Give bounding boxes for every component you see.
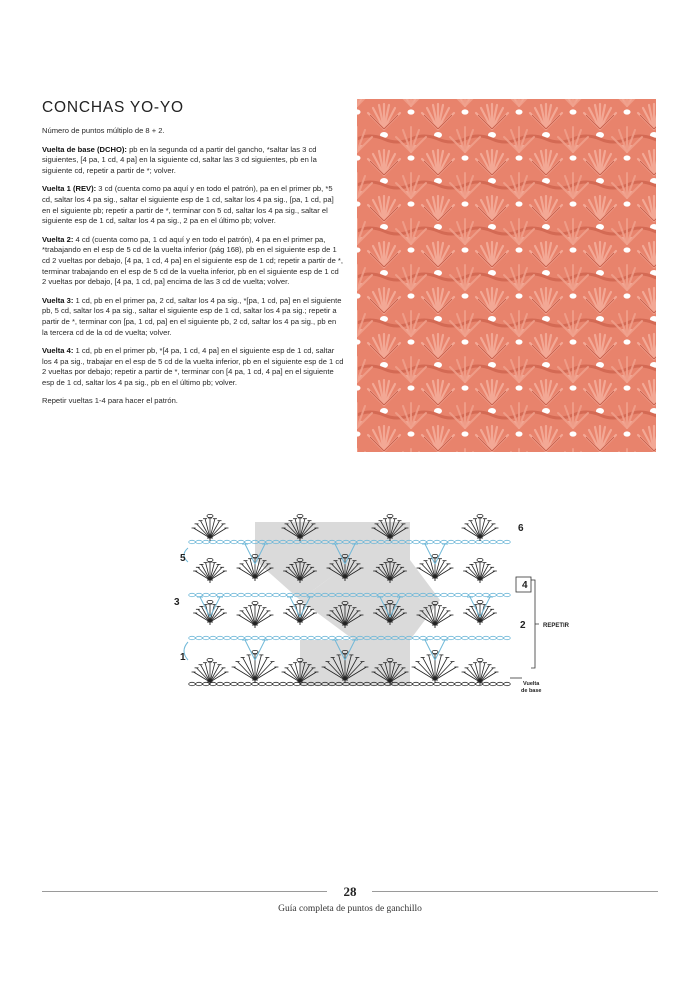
page-title: CONCHAS YO-YO [42,99,184,116]
page-number: 28 [343,884,357,899]
chain-stitch [420,636,427,639]
chain-stitch [203,682,210,685]
chain-stitch [413,540,420,543]
chain-stitch [266,593,273,596]
shell-stitch [463,600,497,625]
chain-stitch [231,593,238,596]
chain-stitch [297,600,303,603]
row-instruction [42,346,344,388]
chain-stitch [252,593,259,596]
chain-stitch [469,593,476,596]
chain-stitch [329,636,336,639]
chain-stitch [259,682,266,685]
chain-stitch [280,593,287,596]
shell-stitch [232,650,279,683]
chain-stitch [189,682,196,685]
base-row-label: Vuelta [523,681,540,687]
chain-stitch [420,682,427,685]
chain-stitch [434,636,441,639]
chain-stitch [207,658,213,661]
chain-stitch [210,593,217,596]
chain-stitch [432,554,438,557]
row-number-2: 2 [520,620,526,631]
row-number-6: 6 [518,523,524,534]
chain-stitch [483,540,490,543]
stitch-chart-svg [170,500,570,700]
shell-stitch [237,601,274,628]
shell-stitch [412,650,459,683]
row-text: 3 cd (cuenta como pa aquí y en todo el patrón), pa en el primer pb, *5 cd, saltar los 4 pa sig., saltar el siguiente esp de 1 cd, saltar los 4 pa sig., [pa, 1 cd, pa] en el siguiente pb; repetir a partir de *, terminar con 5 cd, saltar los 4 pa sig., saltar el siguiente esp de 1 cd, saltar los 4 pa sig., 2 pa en el último pb; volver. [42,184,334,226]
chain-stitch [273,593,280,596]
chain-stitch [455,593,462,596]
shell-stitch [192,514,229,541]
row-label: Vuelta 4: [42,346,74,356]
chain-stitch [287,636,294,639]
chain-stitch [455,540,462,543]
chain-stitch [287,593,294,596]
chain-stitch [238,636,245,639]
chain-stitch [448,682,455,685]
chain-stitch [455,682,462,685]
chain-stitch [483,636,490,639]
chain-stitch [432,650,438,653]
chain-stitch [448,636,455,639]
chain-stitch [245,636,252,639]
chain-stitch [441,593,448,596]
chain-stitch [490,593,497,596]
chain-stitch [217,540,224,543]
double-crochet [245,640,255,660]
chain-stitch [297,514,303,517]
chain-stitch [469,636,476,639]
chain-stitch [231,636,238,639]
chain-stitch [483,682,490,685]
chain-stitch [280,682,287,685]
chain-stitch [266,682,273,685]
chain-stitch [343,636,350,639]
chain-stitch [504,682,511,685]
chain-stitch [238,682,245,685]
chain-stitch [196,593,203,596]
row-text: 1 cd, pb en el primer pb, *[4 pa, 1 cd, 4 pa] en el siguiente esp de 1 cd, saltar los 4 pa sig., trabajar en el esp de 5 cd de la vuelta inferior, pb en el siguiente esp de 1 cd 2 vueltas por debajo; repetir a partir de *, terminar con [4 pa, 1 cd, 4 pa] en el siguiente esp de 1 cd, saltar los 4 pa sig., pb en el último pb; volver. [42,346,344,387]
chain-stitch [308,636,315,639]
repeat-instruction: Repetir vueltas 1-4 para hacer el patrón. [42,396,178,406]
shell-stitch [463,558,497,583]
shell-stitch [193,558,227,583]
chain-stitch [231,682,238,685]
chain-stitch [490,682,497,685]
chain-stitch [189,593,196,596]
chain-stitch [477,658,483,661]
chain-stitch [210,540,217,543]
chain-stitch [427,540,434,543]
chain-stitch [224,682,231,685]
chain-stitch [315,636,322,639]
chain-stitch [490,636,497,639]
chain-stitch [476,636,483,639]
chain-stitch [477,558,483,561]
row-instruction [42,235,344,288]
chain-stitch [441,682,448,685]
shell-stitch [462,514,499,541]
double-crochet [435,640,445,660]
chain-stitch [259,593,266,596]
chain-stitch [266,636,273,639]
row-number-3: 3 [174,597,180,608]
chain-stitch [420,540,427,543]
chain-stitch [294,636,301,639]
chain-stitch [477,514,483,517]
chain-stitch [462,682,469,685]
chain-stitch [497,682,504,685]
chain-stitch [322,636,329,639]
chain-stitch [252,650,258,653]
chain-stitch [252,636,259,639]
base-row-label: de base [521,688,542,694]
row-number-1: 1 [180,652,186,663]
row-label: Vuelta 1 (REV): [42,184,97,194]
book-title: Guía completa de puntos de ganchillo [278,904,422,914]
chain-stitch [504,636,511,639]
chain-stitch [462,593,469,596]
row-instruction [42,296,344,338]
chain-stitch [207,558,213,561]
shell-stitch [193,600,227,625]
chain-stitch [469,540,476,543]
chain-stitch [287,682,294,685]
chain-stitch [207,514,213,517]
row-number-5: 5 [180,553,186,564]
chain-stitch [441,636,448,639]
chain-stitch [427,636,434,639]
chain-stitch [196,682,203,685]
chain-stitch [504,540,511,543]
chain-stitch [462,636,469,639]
shell-stitch [192,658,229,685]
row-instruction [42,184,344,226]
chain-stitch [189,636,196,639]
chain-stitch [217,593,224,596]
chain-stitch [217,682,224,685]
chain-stitch [245,682,252,685]
chain-stitch [462,540,469,543]
chain-stitch [504,593,511,596]
chain-stitch [497,593,504,596]
chain-stitch [448,540,455,543]
chain-stitch [476,682,483,685]
double-crochet [255,640,265,660]
chain-stitch [427,682,434,685]
swatch-texture [357,99,656,452]
chain-stitch [224,593,231,596]
chain-stitch [280,636,287,639]
chain-stitch [259,636,266,639]
stitch-diagram [170,500,570,700]
chain-stitch [441,540,448,543]
chain-stitch [448,593,455,596]
chain-stitch [238,593,245,596]
chain-stitch [294,682,301,685]
chain-stitch [210,636,217,639]
row-label: Vuelta de base (DCHO): [42,144,127,154]
chain-stitch [196,636,203,639]
chain-stitch [434,540,441,543]
chain-stitch [387,514,393,517]
chain-stitch [483,593,490,596]
chain-stitch [217,636,224,639]
row-text: 1 cd, pb en el primer pa, 2 cd, saltar los 4 pa sig., *[pa, 1 cd, pa] en el siguiente pb, 5 cd, saltar los 4 pa sig., saltar el siguiente esp de 1 cd, saltar los 4 pa sig.; repetir a partir de *, terminar con [pa, 1 cd, pa] en el siguiente pb, 2 cd, saltar los 4 pa sig., pb en la tercera cd de la cd de vuelta; volver. [42,295,342,337]
chain-stitch [497,636,504,639]
chain-stitch [238,540,245,543]
row-number-4: 4 [522,580,528,591]
chain-stitch [231,540,238,543]
repeat-bracket [531,580,539,668]
chain-stitch [203,593,210,596]
stitch-multiple: Número de puntos múltiplo de 8 + 2. [42,126,165,135]
row-text: pb en la segunda cd a partir del gancho, *saltar las 3 cd siguientes, [4 pa, 1 cd, 4 pa] en la siguiente cd, saltar las 3 cd siguientes, pb en la siguiente cd, repetir a partir de *; volver. [42,144,317,175]
chain-stitch [477,600,483,603]
chain-stitch [455,636,462,639]
instructions [42,126,344,415]
chain-stitch [224,540,231,543]
chain-stitch [207,600,213,603]
row-instruction [42,145,344,177]
stitch-swatch-photo [357,99,656,452]
chain-stitch [273,682,280,685]
chain-stitch [203,540,210,543]
chain-stitch [273,636,280,639]
chain-stitch [245,593,252,596]
chain-stitch [224,636,231,639]
chain-stitch [413,636,420,639]
row-label: Vuelta 2: [42,234,74,244]
shell-stitch [462,658,499,685]
chain-stitch [252,601,258,604]
row-text: 4 cd (cuenta como pa, 1 cd aquí y en todo el patrón), 4 pa en el primer pa, *trabajando en el esp de 5 cd de la vuelta inferior (pág 168), pb en el siguiente esp de 1 cd 2 vueltas por debajo, [4 pa, 1 cd, 4 pa] en el siguiente esp de 1 cd; repetir a partir de *, terminar trabajando en el esp de 5 cd de la vuelta inferior, pb en el siguiente esp de 1 cd 2 vueltas por debajo, [4 pa, 1 cd, pa] encima de las 3 cd de vuelta; volver. [42,234,343,287]
chain-stitch [336,636,343,639]
row-label: Vuelta 3: [42,295,74,305]
chain-stitch [497,540,504,543]
chain-stitch [301,636,308,639]
chain-stitch [189,540,196,543]
chain-stitch [210,682,217,685]
chain-stitch [476,593,483,596]
chain-stitch [413,682,420,685]
chain-stitch [490,540,497,543]
chain-stitch [196,540,203,543]
chain-stitch [469,682,476,685]
chain-stitch [245,540,252,543]
chain-stitch [476,540,483,543]
chain-stitch [203,636,210,639]
repeat-label: REPETIR [543,623,570,629]
double-crochet [425,640,435,660]
